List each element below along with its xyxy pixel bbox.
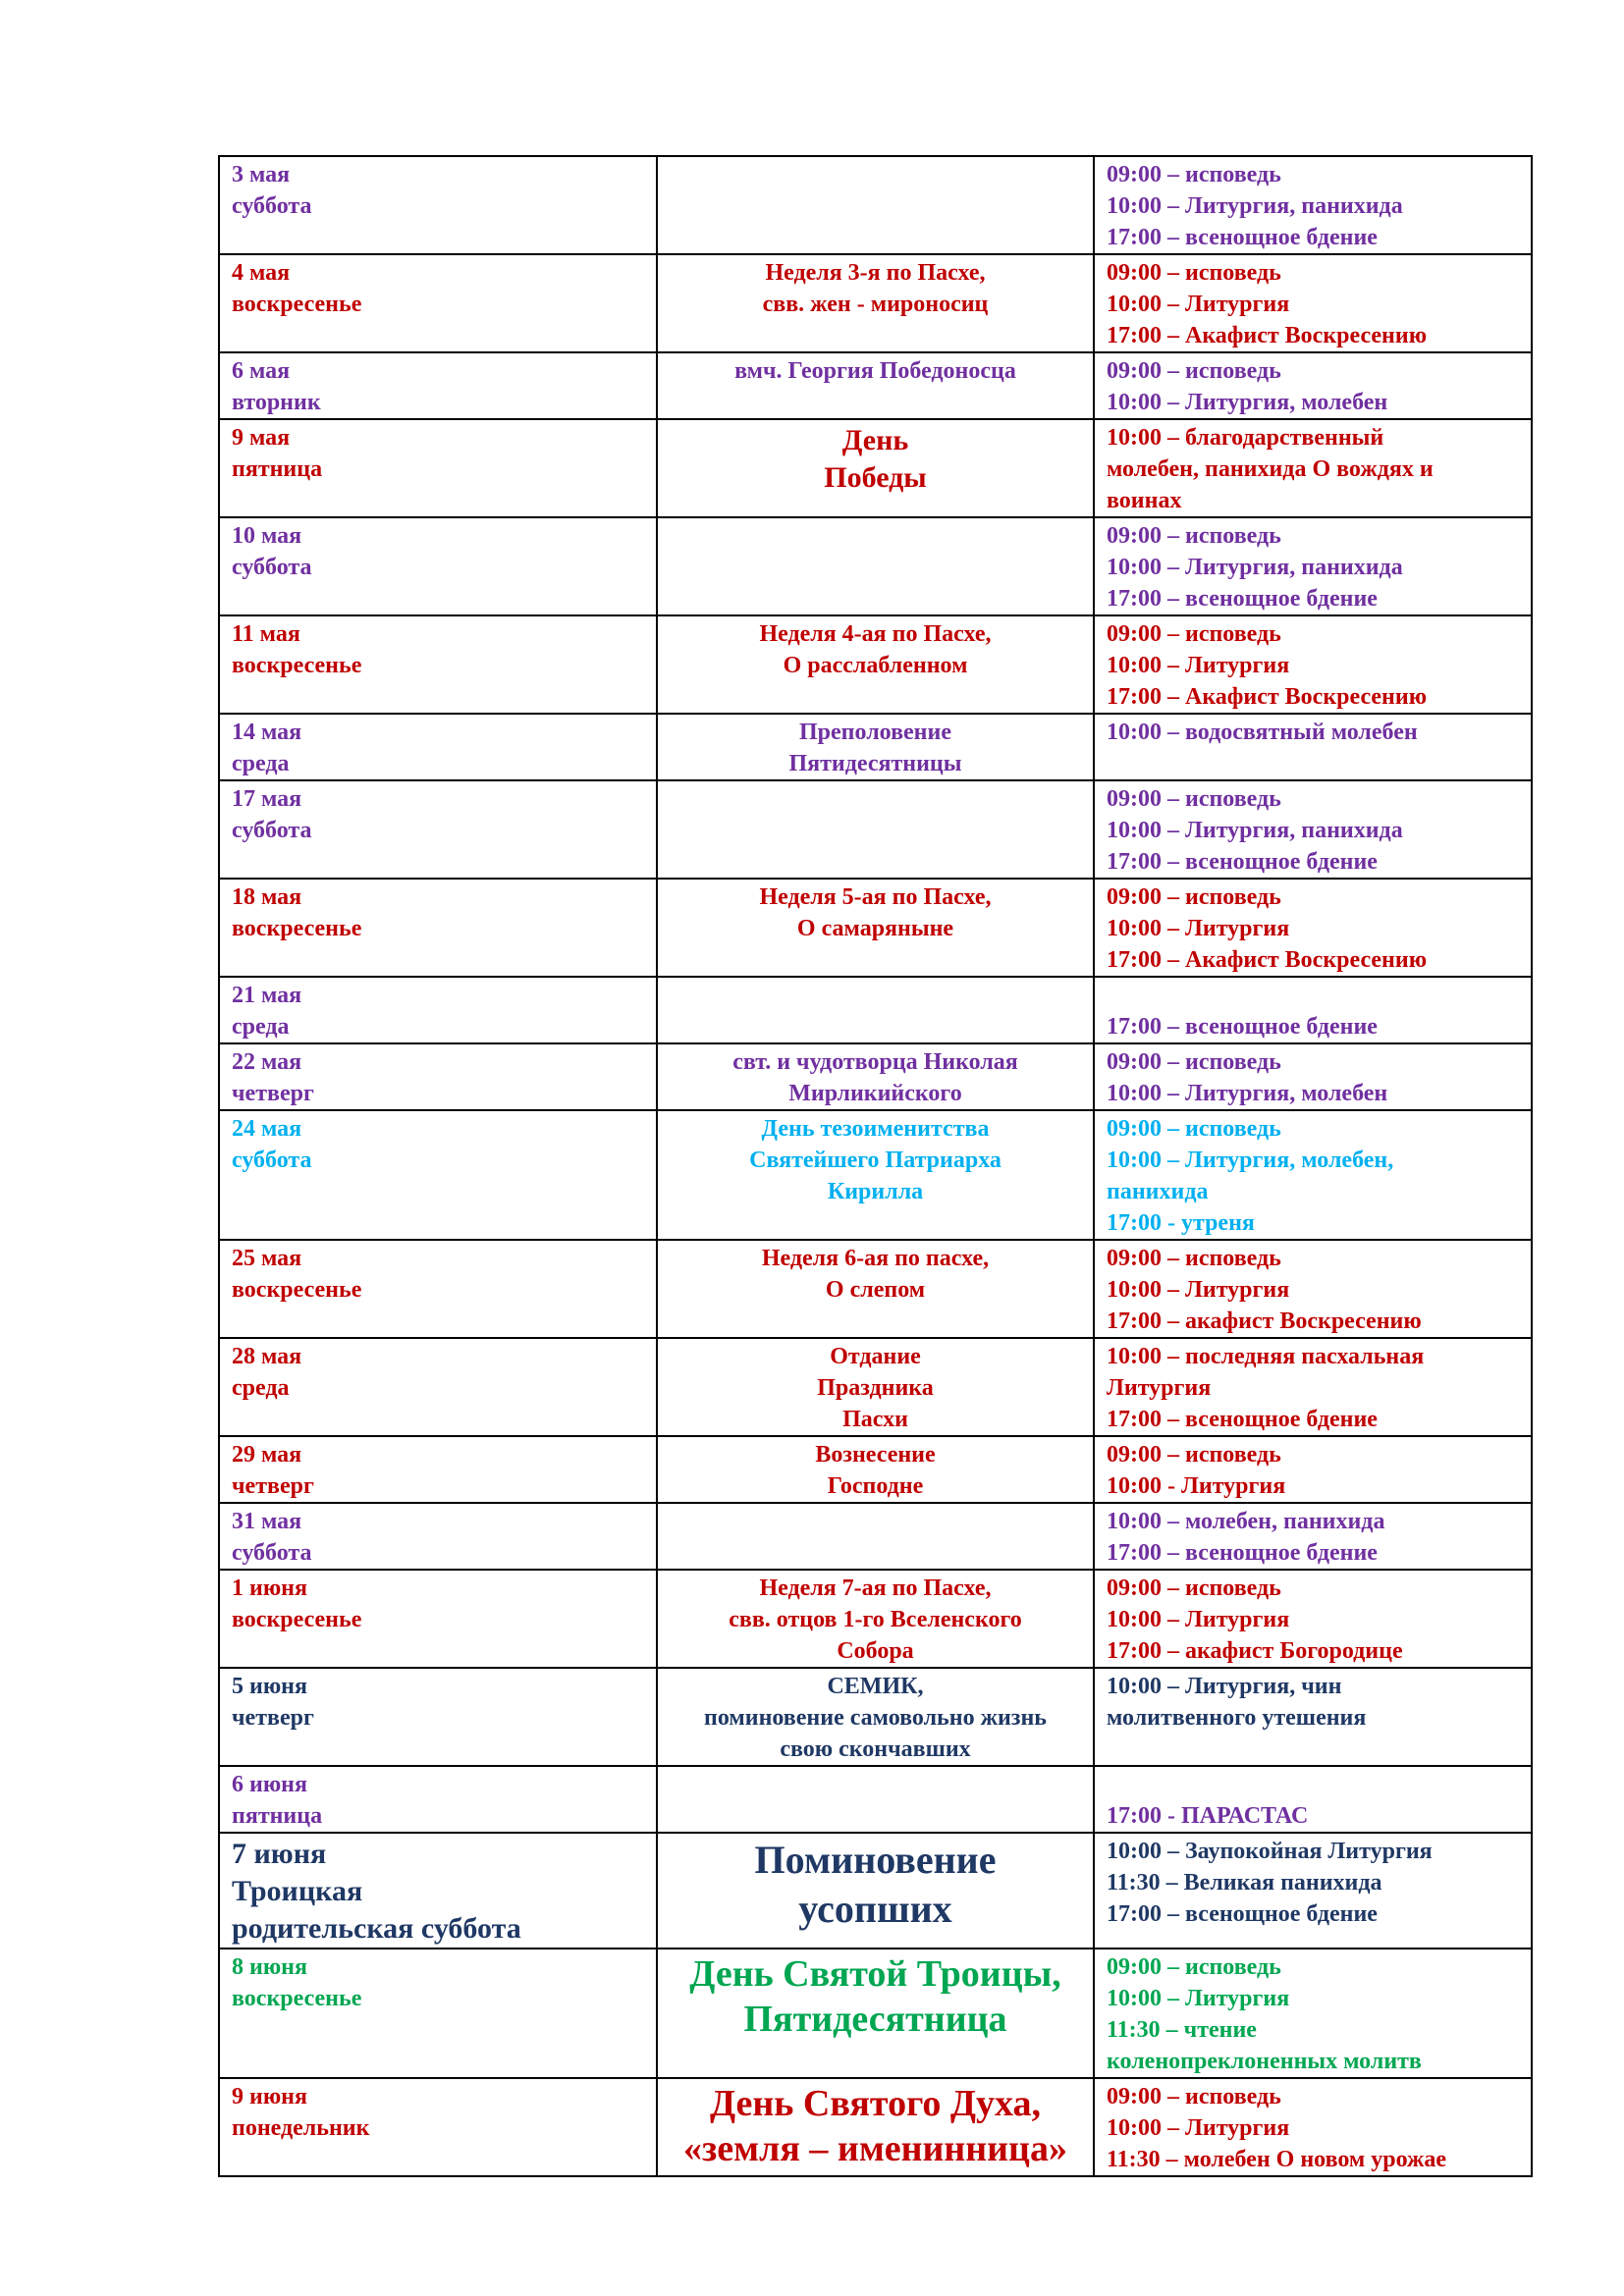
feast-cell-line: Мирликийского — [788, 1081, 962, 1106]
services-cell-line: 10:00 – последняя пасхальная — [1107, 1344, 1425, 1369]
services-cell-line: 17:00 – Акафист Воскресению — [1107, 947, 1428, 973]
schedule-row — [219, 1338, 1532, 1436]
services-cell-line: 09:00 – исповедь — [1107, 260, 1281, 286]
feast-cell — [657, 1668, 1094, 1766]
services-cell-line: 10:00 – Литургия — [1107, 653, 1290, 678]
feast-cell-line: поминовение самовольно жизнь — [704, 1705, 1047, 1731]
date-cell — [219, 1338, 657, 1436]
services-cell-line: 09:00 – исповедь — [1107, 1954, 1281, 1980]
services-cell-line: 09:00 – исповедь — [1107, 1442, 1281, 1468]
services-cell-line — [1107, 980, 1519, 1011]
services-cell-line: 10:00 – Литургия — [1107, 1607, 1290, 1632]
services-cell-line: 10:00 – Заупокойная Литургия — [1107, 1839, 1433, 1864]
schedule-row — [219, 517, 1532, 615]
services-cell-line: 09:00 – исповедь — [1107, 1246, 1281, 1271]
date-cell — [219, 1949, 657, 2078]
feast-cell-line: Кирилла — [827, 1179, 924, 1204]
feast-cell-line: Поминовение — [754, 1838, 997, 1882]
date-cell-line: среда — [232, 1375, 290, 1401]
services-cell-line: 17:00 – акафист Воскресению — [1107, 1308, 1422, 1334]
date-cell-line: 6 июня — [232, 1772, 307, 1797]
feast-cell-line: Победы — [824, 461, 927, 494]
services-cell — [1094, 615, 1532, 714]
date-cell — [219, 1766, 657, 1833]
date-cell-line: 6 мая — [232, 358, 291, 384]
feast-cell-line: Вознесение — [815, 1442, 936, 1468]
services-cell-line: 17:00 – всенощное бдение — [1107, 1407, 1378, 1432]
feast-cell — [657, 977, 1094, 1043]
services-cell-line: 10:00 – благодарственный — [1107, 425, 1384, 451]
services-cell — [1094, 1766, 1532, 1833]
feast-cell — [657, 615, 1094, 714]
date-cell — [219, 1570, 657, 1668]
date-cell-line: вторник — [232, 390, 321, 415]
services-cell — [1094, 1110, 1532, 1240]
schedule-row — [219, 780, 1532, 879]
date-cell-line: 7 июня — [232, 1838, 327, 1870]
services-cell — [1094, 1949, 1532, 2078]
date-cell-line: 9 июня — [232, 2084, 307, 2109]
services-cell — [1094, 1240, 1532, 1338]
feast-cell-line: День тезоименитства — [761, 1116, 990, 1142]
feast-cell-line: Господне — [827, 1473, 924, 1499]
feast-cell — [657, 1436, 1094, 1503]
feast-cell-line: День Святого Духа, — [709, 2083, 1042, 2124]
feast-cell-line: Отдание — [830, 1344, 921, 1369]
date-cell — [219, 156, 657, 254]
services-cell-line: 10:00 – Литургия, панихида — [1107, 193, 1403, 219]
services-cell-line: молитвенного утешения — [1107, 1705, 1367, 1731]
feast-cell-line: О самаряныне — [796, 916, 954, 941]
feast-cell — [657, 1833, 1094, 1949]
services-cell — [1094, 1338, 1532, 1436]
schedule-row — [219, 977, 1532, 1043]
services-cell-line: 10:00 – Литургия — [1107, 1986, 1290, 2011]
services-cell-line: 17:00 – всенощное бдение — [1107, 225, 1378, 250]
date-cell-line: Троицкая — [232, 1875, 363, 1907]
services-cell-line: коленопреклоненных молитв — [1107, 2049, 1422, 2074]
feast-cell-line: СЕМИК, — [827, 1674, 924, 1699]
date-cell-line: 22 мая — [232, 1049, 302, 1075]
services-cell-line: 09:00 – исповедь — [1107, 2084, 1281, 2109]
services-cell — [1094, 977, 1532, 1043]
date-cell-line: суббота — [232, 193, 312, 219]
schedule-row — [219, 1766, 1532, 1833]
date-cell-line: 4 мая — [232, 260, 291, 286]
services-cell-line: 10:00 – Литургия, панихида — [1107, 555, 1403, 580]
date-cell-line: пятница — [232, 1803, 323, 1829]
date-cell-line: 10 мая — [232, 523, 302, 549]
date-cell-line: 11 мая — [232, 621, 300, 647]
date-cell — [219, 615, 657, 714]
date-cell — [219, 1833, 657, 1949]
date-cell-line: суббота — [232, 1148, 312, 1173]
services-cell — [1094, 1043, 1532, 1110]
feast-cell — [657, 879, 1094, 977]
service-schedule-table — [218, 155, 1533, 2177]
schedule-row — [219, 1110, 1532, 1240]
date-cell — [219, 1503, 657, 1570]
feast-cell — [657, 1570, 1094, 1668]
date-cell-line: 31 мая — [232, 1509, 302, 1534]
feast-cell-line: Неделя 7-ая по Пасхе, — [759, 1575, 992, 1601]
schedule-row — [219, 352, 1532, 419]
services-cell-line: 17:00 – Акафист Воскресению — [1107, 684, 1428, 710]
date-cell-line: воскресенье — [232, 653, 362, 678]
date-cell — [219, 879, 657, 977]
services-cell-line: 10:00 - Литургия — [1107, 1473, 1286, 1499]
services-cell-line: 10:00 – Литургия, молебен, — [1107, 1148, 1394, 1173]
services-cell-line: 10:00 – Литургия, панихида — [1107, 818, 1403, 843]
date-cell-line: воскресенье — [232, 1986, 362, 2011]
feast-cell-line: свв. отцов 1-го Вселенского — [729, 1607, 1022, 1632]
date-cell-line: среда — [232, 1014, 290, 1040]
date-cell-line: воскресенье — [232, 292, 362, 317]
schedule-row — [219, 254, 1532, 352]
date-cell — [219, 977, 657, 1043]
feast-cell-line: Неделя 4-ая по Пасхе, — [759, 621, 992, 647]
feast-cell-line: Пасхи — [842, 1407, 908, 1432]
services-cell — [1094, 2078, 1532, 2176]
services-cell-line: 17:00 – всенощное бдение — [1107, 1540, 1378, 1566]
date-cell-line: 28 мая — [232, 1344, 302, 1369]
services-cell — [1094, 1570, 1532, 1668]
feast-cell — [657, 156, 1094, 254]
feast-cell — [657, 1766, 1094, 1833]
date-cell-line: четверг — [232, 1081, 314, 1106]
services-cell-line: 09:00 – исповедь — [1107, 162, 1281, 187]
services-cell-line: 10:00 – Литургия — [1107, 1277, 1290, 1303]
services-cell-line: 17:00 – Акафист Воскресению — [1107, 323, 1428, 348]
date-cell-line: 25 мая — [232, 1246, 302, 1271]
services-cell-line: 10:00 – Литургия — [1107, 292, 1290, 317]
schedule-row — [219, 879, 1532, 977]
date-cell-line: воскресенье — [232, 1607, 362, 1632]
services-cell — [1094, 879, 1532, 977]
date-cell — [219, 1436, 657, 1503]
date-cell — [219, 352, 657, 419]
services-cell-line: 09:00 – исповедь — [1107, 786, 1281, 812]
date-cell — [219, 1240, 657, 1338]
feast-cell-line: Неделя 5-ая по Пасхе, — [759, 884, 992, 910]
date-cell-line: 18 мая — [232, 884, 302, 910]
feast-cell-line: «земля – именинница» — [683, 2128, 1067, 2169]
feast-cell-line: Собора — [837, 1638, 914, 1664]
date-cell-line: воскресенье — [232, 1277, 362, 1303]
schedule-row — [219, 1503, 1532, 1570]
services-cell-line: 09:00 – исповедь — [1107, 1116, 1281, 1142]
services-cell-line: 17:00 – всенощное бдение — [1107, 849, 1378, 875]
schedule-row — [219, 615, 1532, 714]
services-cell-line: 17:00 – акафист Богородице — [1107, 1638, 1403, 1664]
services-cell-line: 11:30 – молебен О новом урожае — [1107, 2147, 1447, 2172]
services-cell-line: 11:30 – чтение — [1107, 2017, 1257, 2043]
schedule-row — [219, 1043, 1532, 1110]
feast-cell — [657, 1503, 1094, 1570]
schedule-row — [219, 156, 1532, 254]
services-cell — [1094, 254, 1532, 352]
services-cell-line: 17:00 - ПАРАСТАС — [1107, 1803, 1309, 1829]
services-cell-line: 09:00 – исповедь — [1107, 1575, 1281, 1601]
feast-cell — [657, 352, 1094, 419]
services-cell-line: 10:00 – Литургия, чин — [1107, 1674, 1342, 1699]
feast-cell-line: Пятидесятница — [743, 1999, 1007, 2040]
schedule-row — [219, 1240, 1532, 1338]
services-cell — [1094, 780, 1532, 879]
feast-cell-line: Неделя 6-ая по пасхе, — [761, 1246, 990, 1271]
services-cell-line: 10:00 – молебен, панихида — [1107, 1509, 1385, 1534]
feast-cell — [657, 2078, 1094, 2176]
feast-cell — [657, 780, 1094, 879]
schedule-row — [219, 1668, 1532, 1766]
date-cell-line: понедельник — [232, 2115, 370, 2141]
services-cell — [1094, 517, 1532, 615]
date-cell-line: суббота — [232, 818, 312, 843]
services-cell-line — [1107, 1769, 1519, 1800]
date-cell-line: пятница — [232, 456, 323, 482]
date-cell-line: 3 мая — [232, 162, 291, 187]
services-cell-line: панихида — [1107, 1179, 1209, 1204]
services-cell-line: 09:00 – исповедь — [1107, 1049, 1281, 1075]
services-cell-line: 09:00 – исповедь — [1107, 884, 1281, 910]
date-cell-line: среда — [232, 751, 290, 776]
schedule-row — [219, 714, 1532, 780]
services-cell-line: 17:00 – всенощное бдение — [1107, 1901, 1378, 1927]
feast-cell-line: Преполовение — [799, 720, 951, 745]
schedule-row — [219, 1570, 1532, 1668]
schedule-row — [219, 2078, 1532, 2176]
services-cell — [1094, 1503, 1532, 1570]
services-cell-line: 11:30 – Великая панихида — [1107, 1870, 1382, 1896]
date-cell-line: 21 мая — [232, 983, 302, 1008]
date-cell-line: 8 июня — [232, 1954, 307, 1980]
feast-cell — [657, 419, 1094, 517]
services-cell-line: молебен, панихида О вождях и — [1107, 456, 1434, 482]
date-cell-line: 5 июня — [232, 1674, 307, 1699]
date-cell-line: четверг — [232, 1473, 314, 1499]
feast-cell-line: О расслабленном — [783, 653, 968, 678]
services-cell — [1094, 1668, 1532, 1766]
date-cell-line: суббота — [232, 555, 312, 580]
feast-cell — [657, 1240, 1094, 1338]
date-cell-line: 14 мая — [232, 720, 302, 745]
services-cell — [1094, 1833, 1532, 1949]
feast-cell-line: усопших — [798, 1887, 952, 1931]
date-cell — [219, 419, 657, 517]
services-cell-line: 17:00 – всенощное бдение — [1107, 1014, 1378, 1040]
feast-cell-line: О слепом — [825, 1277, 926, 1303]
services-cell — [1094, 1436, 1532, 1503]
services-cell — [1094, 714, 1532, 780]
date-cell — [219, 2078, 657, 2176]
feast-cell — [657, 1949, 1094, 2078]
services-cell — [1094, 419, 1532, 517]
date-cell-line: 9 мая — [232, 425, 291, 451]
services-cell-line: 10:00 – Литургия, молебен — [1107, 1081, 1388, 1106]
feast-cell-line: вмч. Георгия Победоносца — [734, 358, 1016, 384]
services-cell-line: 09:00 – исповедь — [1107, 621, 1281, 647]
date-cell — [219, 254, 657, 352]
services-cell-line: 10:00 – водосвятный молебен — [1107, 720, 1418, 745]
date-cell — [219, 780, 657, 879]
services-cell-line: 17:00 – всенощное бдение — [1107, 586, 1378, 612]
services-cell-line: 17:00 - утреня — [1107, 1210, 1255, 1236]
feast-cell-line: День — [841, 424, 909, 456]
date-cell-line: воскресенье — [232, 916, 362, 941]
services-cell-line: 10:00 – Литургия — [1107, 2115, 1290, 2141]
date-cell — [219, 1110, 657, 1240]
date-cell — [219, 714, 657, 780]
feast-cell-line: свв. жен - мироносиц — [762, 292, 989, 317]
feast-cell-line: свою скончавших — [780, 1736, 971, 1762]
services-cell-line: 10:00 – Литургия — [1107, 916, 1290, 941]
date-cell-line: суббота — [232, 1540, 312, 1566]
date-cell-line: 17 мая — [232, 786, 302, 812]
services-cell — [1094, 352, 1532, 419]
feast-cell — [657, 1043, 1094, 1110]
services-cell-line: 09:00 – исповедь — [1107, 523, 1281, 549]
feast-cell-line: Святейшего Патриарха — [749, 1148, 1001, 1173]
feast-cell — [657, 517, 1094, 615]
feast-cell — [657, 254, 1094, 352]
feast-cell — [657, 714, 1094, 780]
services-cell-line: 10:00 – Литургия, молебен — [1107, 390, 1388, 415]
services-cell-line: Литургия — [1107, 1375, 1212, 1401]
schedule-row — [219, 1949, 1532, 2078]
date-cell-line: 24 мая — [232, 1116, 302, 1142]
feast-cell-line: Неделя 3-я по Пасхе, — [765, 260, 986, 286]
feast-cell-line: свт. и чудотворца Николая — [732, 1049, 1018, 1075]
schedule-body — [219, 156, 1532, 2176]
date-cell — [219, 1668, 657, 1766]
date-cell-line: 1 июня — [232, 1575, 307, 1601]
schedule-row — [219, 419, 1532, 517]
date-cell-line: 29 мая — [232, 1442, 302, 1468]
date-cell — [219, 1043, 657, 1110]
services-cell — [1094, 156, 1532, 254]
feast-cell-line: Пятидесятницы — [788, 751, 962, 776]
schedule-row — [219, 1436, 1532, 1503]
schedule-row — [219, 1833, 1532, 1949]
date-cell-line: родительская суббота — [232, 1912, 521, 1945]
date-cell-line: четверг — [232, 1705, 314, 1731]
feast-cell-line: День Святой Троицы, — [689, 1953, 1061, 1995]
feast-cell — [657, 1110, 1094, 1240]
feast-cell — [657, 1338, 1094, 1436]
services-cell-line: воинах — [1107, 488, 1182, 513]
date-cell — [219, 517, 657, 615]
services-cell-line: 09:00 – исповедь — [1107, 358, 1281, 384]
feast-cell-line: Праздника — [817, 1375, 934, 1401]
